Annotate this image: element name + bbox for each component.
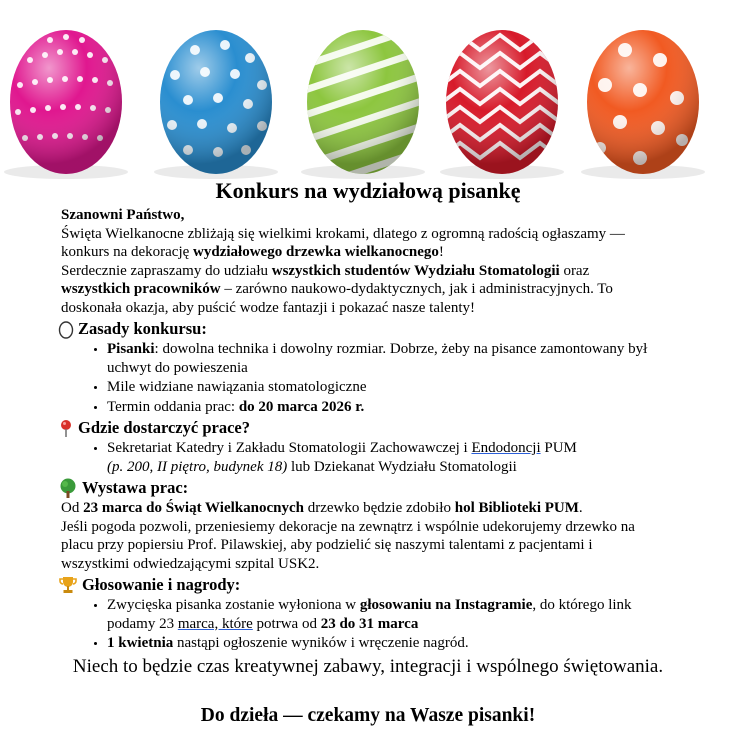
closing-line-2: Do dzieła — czekamy na Wasze pisanki! bbox=[200, 705, 536, 726]
pushpin-icon bbox=[58, 419, 74, 438]
exhibition-paragraph-1: Od 23 marca do Świąt Wielkanocnych drzewko będzie zdobiło hol Biblioteki PUM. bbox=[61, 500, 583, 516]
tree-icon bbox=[58, 478, 78, 498]
egg-icon bbox=[58, 320, 74, 339]
rules-list bbox=[61, 340, 661, 416]
where-list bbox=[61, 439, 661, 476]
voting-heading: Głosowanie i nagrody: bbox=[58, 574, 661, 596]
list-item: • Sekretariat Katedry i Zakładu Stomatologii Zachowawczej i Endodoncji PUM (p. 200, II piętro, budynek 18) lub Dziekanat Wydziału Stomatologii bbox=[107, 439, 661, 476]
list-item: • 1 kwietnia nastąpi ogłoszenie wyników i wręczenie nagród. bbox=[107, 634, 661, 653]
exhibition-paragraph-2: Jeśli pogoda pozwoli, przeniesiemy dekoracje na zewnątrz i wspólnie udekorujemy drzewko na placu przy popiersiu Prof. Pilawskiej, aby podzielić się naszymi talentami z pacjentami i wszystkimi odwiedzającymi szpital USK2. bbox=[61, 518, 635, 572]
page-title: Konkurs na wydziałową pisankę bbox=[215, 178, 521, 203]
intro-paragraph-1: Święta Wielkanocne zbliżają się wielkimi krokami, dlatego z ogromną radością ogłaszamy — konkurs na dekorację wydziałowego drzewka wielkanocnego! bbox=[61, 225, 625, 260]
list-item: • Pisanki: dowolna technika i dowolny rozmiar. Dobrze, żeby na pisance zamontowany był uchwyt do powieszenia bbox=[107, 340, 661, 377]
easter-eggs-banner bbox=[0, 0, 736, 180]
rules-heading: Zasady konkursu: bbox=[58, 318, 661, 340]
where-heading: Gdzie dostarczyć prace? bbox=[58, 417, 661, 439]
orange-egg-icon bbox=[580, 20, 720, 180]
red-egg-icon bbox=[440, 20, 580, 180]
trophy-icon bbox=[58, 575, 78, 595]
pink-egg-icon bbox=[0, 20, 140, 180]
green-egg-icon bbox=[290, 20, 440, 180]
intro-paragraph-2: Serdecznie zapraszamy do udziału wszystkich studentów Wydziału Stomatologii oraz wszystkich pracowników – zarówno naukowo-dydaktycznych, jak i administracyjnych. To doskonała okazja, aby puścić wodze fantazji i pokazać nasze talenty! bbox=[61, 262, 613, 316]
list-item: • Zwycięska pisanka zostanie wyłoniona w głosowaniu na Instagramie, do którego link podamy 23 marca, które potrwa od 23 do 31 marca bbox=[107, 596, 661, 633]
document-body bbox=[61, 206, 661, 654]
list-item: • Termin oddania prac: do 20 marca 2026 r. bbox=[107, 398, 661, 417]
closing-line-1: Niech to będzie czas kreatywnej zabawy, integracji i wspólnego świętowania. bbox=[72, 656, 664, 677]
list-item: • Mile widziane nawiązania stomatologiczne bbox=[107, 378, 661, 397]
voting-list bbox=[61, 596, 661, 653]
blue-egg-icon bbox=[150, 20, 290, 180]
exhibition-heading: Wystawa prac: bbox=[58, 477, 661, 499]
greeting: Szanowni Państwo, bbox=[61, 207, 185, 223]
